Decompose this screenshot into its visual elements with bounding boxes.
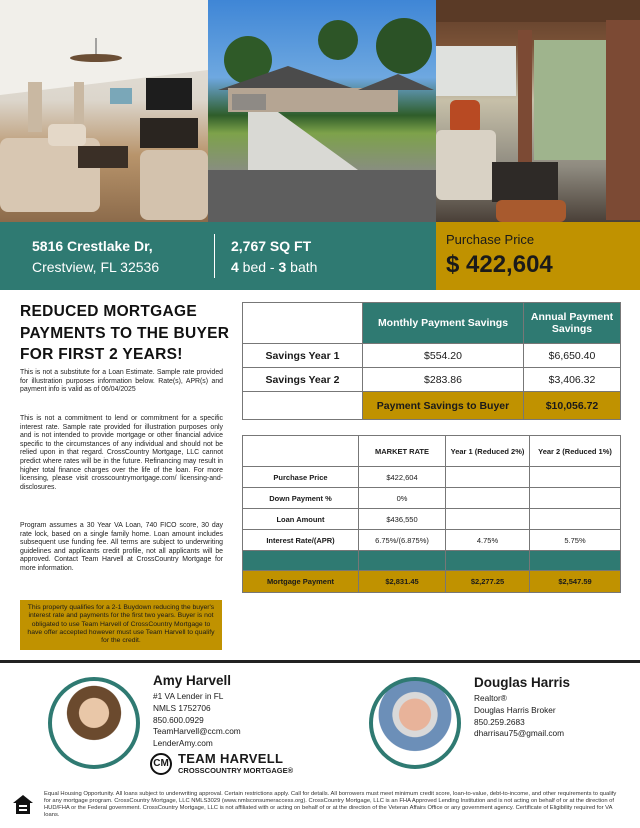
table-row: [243, 571, 621, 593]
rate-y1-value: [446, 509, 530, 530]
property-summary: [0, 222, 436, 290]
porch-illustration: [436, 0, 640, 222]
rate-y1-value: 4.75%: [446, 530, 530, 551]
avatar: [369, 677, 461, 769]
table-row: [243, 344, 621, 368]
property-address: [0, 238, 210, 275]
table-row: [243, 392, 621, 420]
equal-housing-icon: [12, 794, 34, 816]
lender-contact: [153, 673, 241, 750]
year1-header: Year 1 (Reduced 2%): [446, 436, 530, 467]
ccm-logo-icon: CM: [150, 753, 172, 775]
realtor-phone[interactable]: 850.259.2683: [474, 716, 525, 727]
address-street: 5816 Crestlake Dr,: [32, 237, 153, 254]
rate-market-value: 6.75%/(6.875%): [359, 530, 446, 551]
rate-y2-value: [530, 467, 621, 488]
mortgage-payment-label: Mortgage Payment: [243, 571, 359, 593]
rate-market-value: $436,550: [359, 509, 446, 530]
savings-monthly-value: $554.20: [363, 344, 524, 368]
house-exterior-illustration: [208, 0, 436, 222]
lender-phone[interactable]: 850.600.0929: [153, 714, 204, 725]
purchase-price-value: $ 422,604: [446, 251, 553, 278]
savings-corner-cell: [243, 303, 363, 344]
table-row: [243, 368, 621, 392]
baths-count: 3: [278, 258, 287, 275]
rate-y1-value: [446, 467, 530, 488]
savings-total-blank: [243, 392, 363, 420]
realtor-email[interactable]: dharrisau75@gmail.com: [474, 728, 565, 739]
realtor-contact: [474, 675, 570, 740]
loan-estimate-note: This is not a substitute for a Loan Estimate. Sample rate provided for illustration purposes information below. Rate(s), APR(s) and payment info is valid as of 06/04/2025: [20, 369, 223, 394]
photo-strip: [0, 0, 640, 222]
buydown-note: This property qualifies for a 2-1 Buydown reducing the buyer's interest rate and payments for the first two years. Buyer is not obligated to use Team Harvell of CrossCountry Mortgage to have offer accepted however must use Team Harvell to qualify for the credit.: [20, 600, 222, 650]
avatar: [48, 677, 140, 769]
house-exterior-photo: [208, 0, 436, 222]
legal-disclaimer: Equal Housing Opportunity. All loans subject to underwriting approval. Certain restrictions apply. Call for details. All borrowers must meet minimum credit score, loan-to-value, debt-to-income, and other requirements to qualify for any mortgage program. CrossCountry Mortgage, LLC NMLS3029 (www.nmlsconsumeraccess.org). CrossCountry Mortgage, LLC is an FHA Approved Lending Institution and is not acting on behalf of or at the direction of HUD/FHA or the Federal government. CrossCountry Mortgage, LLC is not affiliated with or acting on behalf of or at the direction of the Veteran Affairs Office or any government agency. Certificate of Eligibility required for VA loans.: [44, 791, 617, 818]
table-row: [243, 530, 621, 551]
lender-email[interactable]: TeamHarvell@ccm.com: [153, 726, 241, 737]
realtor-name: Douglas Harris: [474, 675, 571, 690]
savings-annual-value: $6,650.40: [524, 344, 621, 368]
table-row: [243, 488, 621, 509]
savings-table: [242, 302, 621, 420]
rate-row-label: Down Payment %: [243, 488, 359, 509]
rate-y1-value: [446, 488, 530, 509]
porch-photo: [436, 0, 640, 222]
logo-company-name: CROSSCOUNTRY MORTGAGE®: [178, 766, 294, 775]
square-footage: 2,767 SQ FT: [231, 237, 312, 254]
mortgage-payment-y2: $2,547.59: [530, 571, 621, 593]
commitment-disclaimer: This is not a commitment to lend or commitment for a specific interest rate. Sample rate provided for illustration purposes only and is not intended to provide mortgage or other financial advice specific to the circumstances of any individual and should not be relied upon in that regard. CrossCountry Mortgage, LLC cannot predict where rates will be in the future. Refinancing may result in higher total finance charges over the life of the loan. For more licensing, please visit crosscountrymortgage.com/ licensing-and-disclosures.: [20, 415, 223, 491]
rate-corner-cell: [243, 436, 359, 467]
purchase-price-box: [436, 222, 640, 290]
rate-market-value: $422,604: [359, 467, 446, 488]
rate-row-label: Interest Rate/(APR): [243, 530, 359, 551]
savings-total-value: $10,056.72: [524, 392, 621, 420]
savings-row-label: Savings Year 2: [243, 368, 363, 392]
savings-annual-value: $3,406.32: [524, 368, 621, 392]
baths-word: bath: [286, 258, 318, 275]
table-row: [243, 467, 621, 488]
realtor-company: Douglas Harris Broker: [474, 704, 556, 715]
team-harvell-logo: [150, 752, 293, 775]
savings-row-label: Savings Year 1: [243, 344, 363, 368]
savings-total-label: Payment Savings to Buyer: [363, 392, 524, 420]
rate-row-label: Loan Amount: [243, 509, 359, 530]
rate-market-value: 0%: [359, 488, 446, 509]
footer-divider: [0, 660, 640, 663]
year2-header: Year 2 (Reduced 1%): [530, 436, 621, 467]
rate-comparison-table: [242, 435, 621, 593]
savings-monthly-value: $283.86: [363, 368, 524, 392]
beds-word: bed -: [238, 258, 279, 275]
rate-row-label: Purchase Price: [243, 467, 359, 488]
table-row: [243, 509, 621, 530]
rate-y2-value: [530, 509, 621, 530]
band-divider: [214, 234, 215, 278]
purchase-price-label: Purchase Price: [446, 232, 535, 247]
spacer-row: [243, 551, 621, 571]
lender-title: #1 VA Lender in FL: [153, 691, 224, 701]
market-rate-header: MARKET RATE: [359, 436, 446, 467]
beds-count: 4: [231, 258, 239, 275]
page-headline: REDUCED MORTGAGE PAYMENTS TO THE BUYER FOR FIRST 2 YEARS!: [20, 303, 230, 363]
living-room-illustration: [0, 0, 208, 222]
lender-name: Amy Harvell: [153, 673, 232, 688]
mortgage-payment-y1: $2,277.25: [446, 571, 530, 593]
mortgage-payment-market: $2,831.45: [359, 571, 446, 593]
property-specs: [231, 238, 317, 275]
annual-savings-header: Annual Payment Savings: [524, 303, 621, 344]
lender-website[interactable]: LenderAmy.com: [153, 738, 213, 749]
realtor-title: Realtor®: [474, 693, 507, 703]
bed-bath: [231, 259, 317, 275]
living-room-photo: [0, 0, 208, 222]
lender-nmls: NMLS 1752706: [153, 702, 211, 713]
rate-y2-value: [530, 488, 621, 509]
rate-y2-value: 5.75%: [530, 530, 621, 551]
program-assumptions: Program assumes a 30 Year VA Loan, 740 FICO score, 30 day rate lock, based on a single family home. Loan amount includes subsequent use funding fee. All terms are subject to underwriting guidelines and applicants credit profile, not all applicants will be approved. Contact Team Harvell at CrossCountry Mortgage for more information.: [20, 522, 223, 572]
property-info-band: [0, 222, 640, 290]
monthly-savings-header: Monthly Payment Savings: [363, 303, 524, 344]
logo-team-name: TEAM HARVELL: [178, 751, 284, 766]
address-city: Crestview, FL 32536: [32, 258, 160, 275]
